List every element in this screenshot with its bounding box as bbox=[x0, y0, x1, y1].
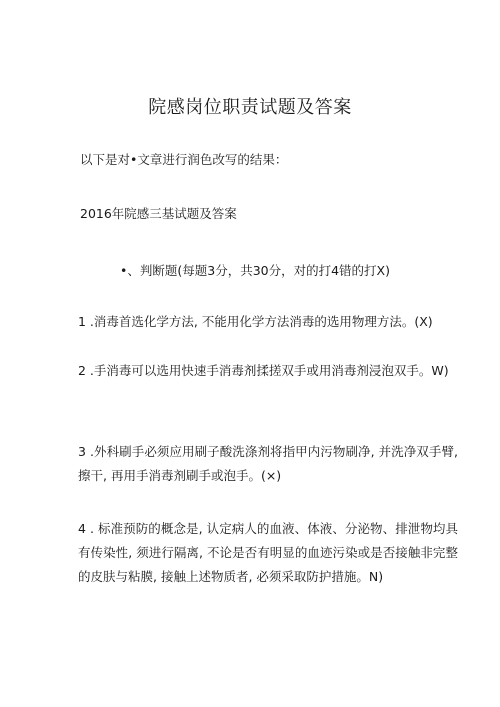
question-1: 1 .消毒首选化学方法, 不能用化学方法消毒的选用物理方法。(X) bbox=[78, 314, 433, 329]
exam-subtitle: 2016年院感三基试题及答案 bbox=[80, 206, 237, 221]
section-heading: •、判断题(每题3分，共30分，对的打4错的打X) bbox=[120, 263, 391, 278]
intro-text: 以下是对•文章进行润色改写的结果： bbox=[80, 152, 288, 167]
question-3-text: 3 .外科刷手必须应用刷子酸洗涤剂将指甲内污物刷净, 并洗净双手臂, 擦干, 再用手消毒剂刷手或泡手。(×) bbox=[78, 444, 458, 483]
document-title: 院感岗位职责试题及答案 bbox=[148, 97, 352, 118]
question-2-text: 2 .手消毒可以选用快速手消毒剂揉搓双手或用消毒剂浸泡双手。W) bbox=[78, 363, 449, 378]
question-4-text: 4 . 标准预防的概念是, 认定病人的血液、体液、分泌物、排泄物均具有传染性, 须进行隔离, 不论是否有明显的血迹污染或是否接触非完整的皮肤与粘膜, 接触上述物质者, 必须采取防护措施。N) bbox=[78, 521, 458, 584]
question-2 bbox=[58, 359, 458, 383]
question-4 bbox=[58, 517, 458, 589]
question-3 bbox=[58, 440, 458, 488]
